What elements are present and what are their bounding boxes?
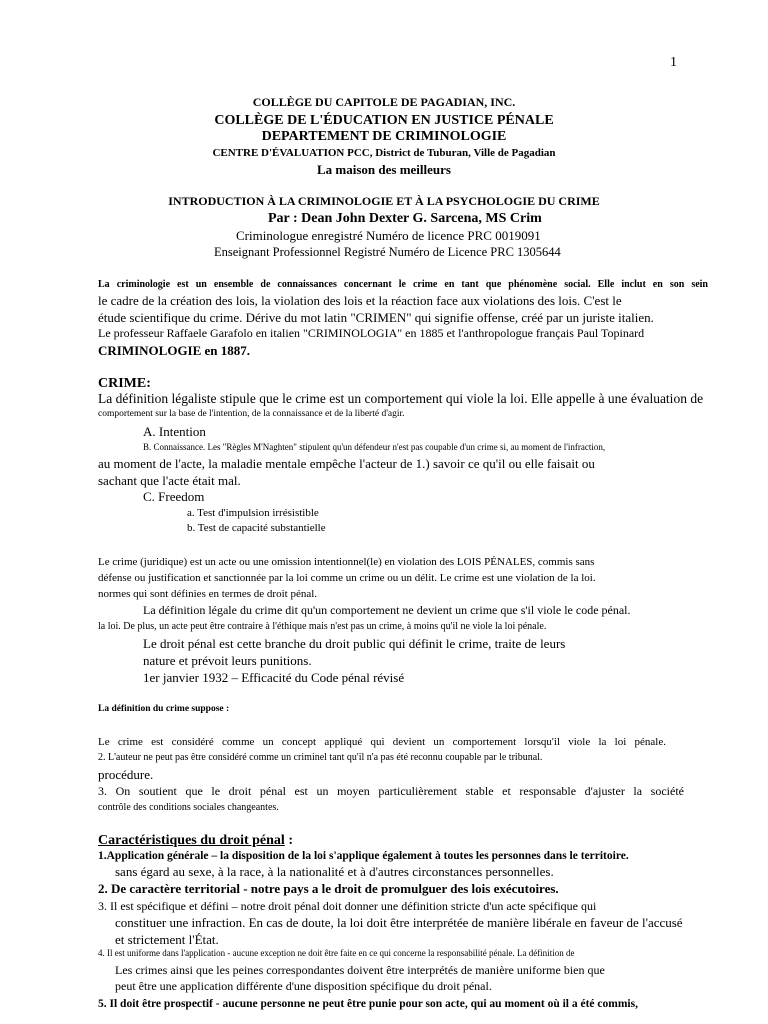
juridique-line-3: normes qui sont définies en termes de droit pénal. xyxy=(98,588,318,600)
juridique-line-1: Le crime (juridique) est un acte ou une omission intentionnel(le) en violation des LOIS PÉNALES, commis sans xyxy=(98,556,595,568)
suppose-line-3: procédure. xyxy=(98,767,154,782)
suppose-line-1: Le crime est considéré comme un concept appliqué qui devient un comportement lorsqu'il viole la loi pénale. xyxy=(98,736,666,748)
crime-item-b: B. Connaissance. Les "Règles M'Naghten" stipulent qu'un défendeur n'est pas coupable d'un crime si, au moment de l'infraction, xyxy=(143,442,606,452)
course-license-1: Criminologue enregistré Numéro de licence PRC 0019091 xyxy=(236,228,541,243)
juridique-line-7: nature et prévoit leurs punitions. xyxy=(143,653,312,668)
carac-heading-colon: : xyxy=(284,833,293,848)
carac-item-5: 5. Il doit être prospectif - aucune personne ne peut être punie pour son acte, qui au moment où il a été commis, xyxy=(98,998,638,1010)
intro-line-4: Le professeur Raffaele Garafolo en italien "CRIMINOLOGIA" en 1885 et l'anthropologue français Paul Topinard xyxy=(98,326,645,340)
crime-item-b-line-3: sachant que l'acte était mal. xyxy=(98,473,241,488)
suppose-heading: La définition du crime suppose : xyxy=(98,704,230,714)
carac-item-3-line-2: constituer une infraction. En cas de doute, la loi doit être interprétée de manière libérale en faveur de l'accusé xyxy=(115,915,683,930)
crime-heading: CRIME: xyxy=(98,376,151,391)
carac-item-3: 3. Il est spécifique et défini – notre droit pénal doit donner une définition stricte d'un acte spécifique qui xyxy=(98,899,597,913)
crime-line-2: comportement sur la base de l'intention, de la connaissance et de la liberté d'agir. xyxy=(98,409,405,419)
crime-item-b-line-2: au moment de l'acte, la maladie mentale empêche l'acteur de 1.) savoir ce qu'il ou elle faisait ou xyxy=(98,456,595,471)
carac-item-2: 2. De caractère territorial - notre pays a le droit de promulguer des lois exécutoires. xyxy=(98,881,559,896)
carac-heading-text: Caractéristiques du droit pénal xyxy=(98,833,285,848)
intro-line-5: CRIMINOLOGIE en 1887. xyxy=(98,343,251,358)
header-center: CENTRE D'ÉVALUATION PCC, District de Tuburan, Ville de Pagadian xyxy=(212,147,556,159)
course-author: Par : Dean John Dexter G. Sarcena, MS Crim xyxy=(268,211,542,226)
intro-line-2: le cadre de la création des lois, la violation des lois et la réaction face aux violations des lois. C'est le xyxy=(98,293,622,308)
crime-item-c-b: b. Test de capacité substantielle xyxy=(187,522,326,534)
carac-item-3-line-3: et strictement l'État. xyxy=(115,932,219,947)
crime-item-a: A. Intention xyxy=(143,424,206,439)
intro-line-1: La criminologie est un ensemble de connaissances concernant le crime en tant que phénomène social. Elle inclut en son sein xyxy=(98,279,708,290)
juridique-line-6: Le droit pénal est cette branche du droit public qui définit le crime, traite de leurs xyxy=(143,636,566,651)
header-motto: La maison des meilleurs xyxy=(317,162,451,177)
carac-item-1: 1.Application générale – la disposition de la loi s'applique également à toutes les personnes dans le territoire. xyxy=(98,850,629,862)
juridique-line-8: 1er janvier 1932 – Efficacité du Code pénal révisé xyxy=(143,670,405,685)
carac-item-4-line-2: Les crimes ainsi que les peines correspondantes doivent être interprétés de manière uniforme bien que xyxy=(115,963,605,977)
crime-item-c-a: a. Test d'impulsion irrésistible xyxy=(187,507,319,519)
carac-item-1-line-2: sans égard au sexe, à la race, à la nationalité et à d'autres circonstances personnelles. xyxy=(115,864,554,879)
suppose-line-5: contrôle des conditions sociales changeantes. xyxy=(98,802,279,813)
course-title: INTRODUCTION À LA CRIMINOLOGIE ET À LA PSYCHOLOGIE DU CRIME xyxy=(168,194,600,208)
course-license-2: Enseignant Professionnel Registré Numéro de Licence PRC 1305644 xyxy=(214,245,561,259)
header-college: COLLÈGE DU CAPITOLE DE PAGADIAN, INC. xyxy=(252,95,516,109)
header-department: DEPARTEMENT DE CRIMINOLOGIE xyxy=(261,129,507,144)
page-number: 1 xyxy=(670,55,677,70)
intro-line-3: étude scientifique du crime. Dérive du mot latin "CRIMEN" qui signifie offense, créé par un juriste italien. xyxy=(98,310,654,325)
carac-heading xyxy=(98,833,293,848)
juridique-line-4: La définition légale du crime dit qu'un comportement ne devient un crime que s'il viole le code pénal. xyxy=(143,603,631,617)
juridique-line-2: défense ou justification et sanctionnée par la loi comme un crime ou un délit. Le crime est une violation de la loi. xyxy=(98,572,596,584)
carac-item-4: 4. Il est uniforme dans l'application - aucune exception ne doit être faite en ce qui concerne la responsabilité pénale. La définition de xyxy=(98,948,575,958)
crime-line-1: La définition légaliste stipule que le crime est un comportement qui viole la loi. Elle appelle à une évaluation de xyxy=(98,391,704,406)
carac-item-4-line-3: peut être une application différente d'une disposition spécifique du droit pénal. xyxy=(115,979,492,993)
header-school: COLLÈGE DE L'ÉDUCATION EN JUSTICE PÉNALE xyxy=(214,113,554,128)
suppose-line-2: 2. L'auteur ne peut pas être considéré comme un criminel tant qu'il n'a pas été reconnu coupable par le tribunal. xyxy=(98,752,543,763)
suppose-line-4: 3. On soutient que le droit pénal est un moyen particulièrement stable et responsable d'ajuster la société xyxy=(98,784,684,798)
juridique-line-5: la loi. De plus, un acte peut être contraire à l'éthique mais n'est pas un crime, à moins qu'il ne viole la loi pénale. xyxy=(98,621,547,632)
crime-item-c: C. Freedom xyxy=(143,489,205,504)
